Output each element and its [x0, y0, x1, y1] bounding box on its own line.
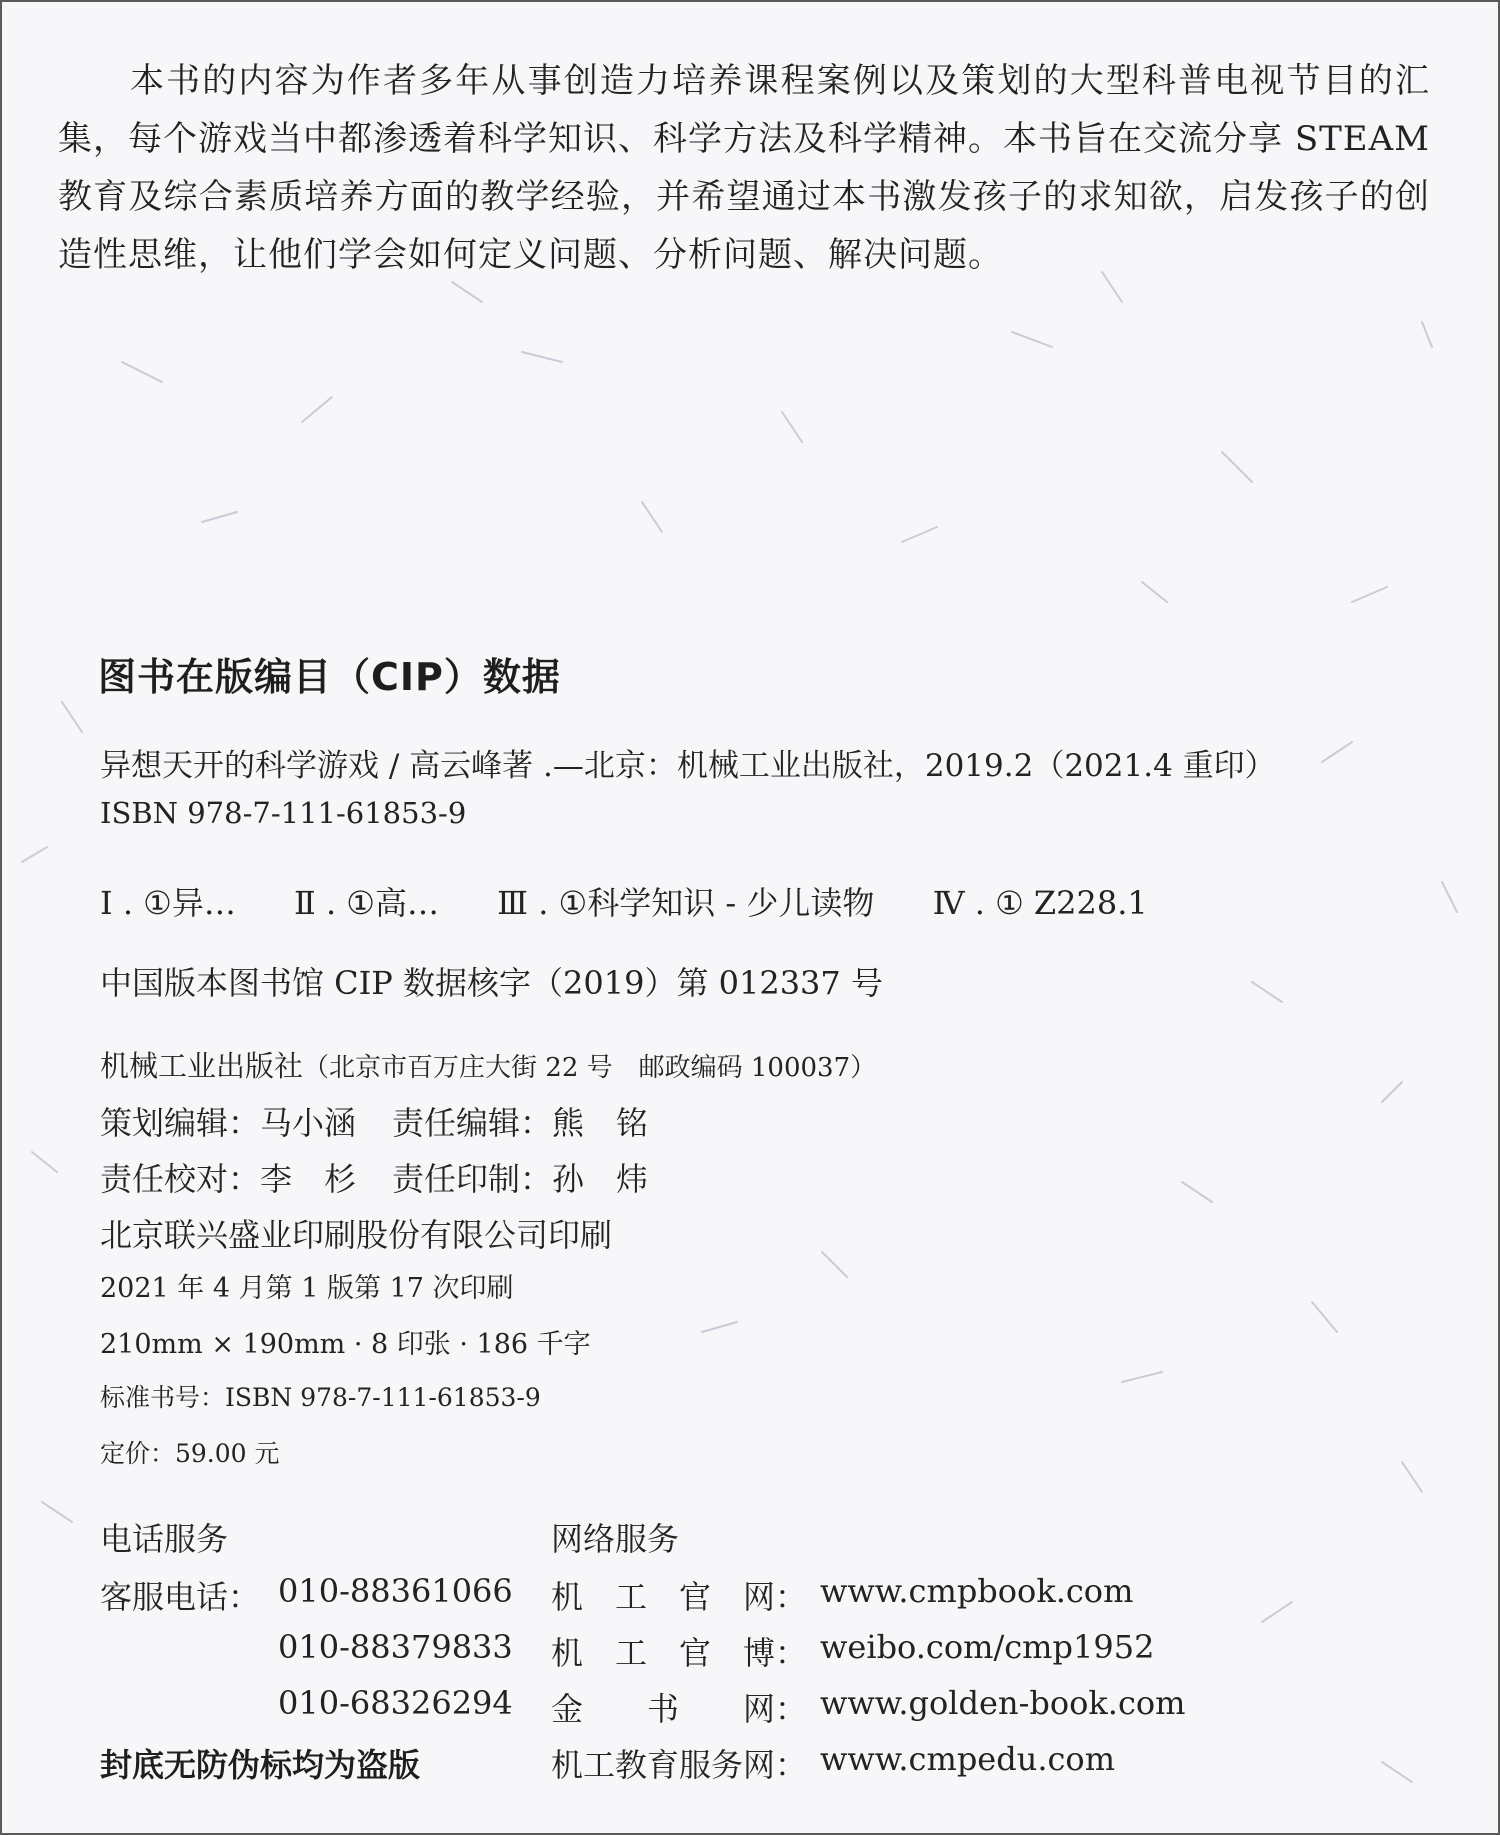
network-url: weibo.com/cmp1952 [820, 1628, 1155, 1666]
classification-item: Ⅰ . ①异… [100, 884, 236, 922]
phone-label: 客服电话： [100, 1578, 261, 1616]
cip-heading: 图书在版编目（CIP）数据 [98, 655, 561, 699]
intro-text: 本书的内容为作者多年从事创造力培养课程案例以及策划的大型科普电视节目的汇集，每个游戏当中都渗透着科学知识、科学方法及科学精神。本书旨在交流分享 STEAM 教育及综合素质培养方面的教学经验，并希望通过本书激发孩子的求知欲，启发孩子的创造性思维，让他们学会如何定义问题、分析问题、解决问题。 [58, 61, 1430, 275]
network-service-heading: 网络服务 [551, 1520, 680, 1558]
cip-isbn-line: ISBN 978-7-111-61853-9 [100, 796, 467, 830]
phone-number: 010-88361066 [278, 1572, 513, 1610]
network-label-official-weibo: 机 工 官 博： [551, 1634, 807, 1672]
phone-number: 010-88379833 [278, 1628, 513, 1666]
classification-item: Ⅱ . ①高… [294, 884, 439, 922]
price-line: 定价：59.00 元 [100, 1439, 280, 1468]
publisher-address: （北京市百万庄大街 22 号 邮政编码 100037） [303, 1053, 877, 1083]
classification-item: Ⅲ . ①科学知识 - 少儿读物 [497, 884, 875, 922]
cip-classification-line [100, 878, 1196, 924]
phone-service-heading: 电话服务 [100, 1520, 229, 1558]
format-line: 210mm × 190mm · 8 印张 · 186 千字 [100, 1329, 591, 1360]
proofreader: 责任校对：李 杉 [100, 1160, 357, 1198]
edition-line: 2021 年 4 月第 1 版第 17 次印刷 [100, 1273, 514, 1304]
planning-editor: 策划编辑：马小涵 [100, 1104, 357, 1142]
cip-bibliographic-line: 异想天开的科学游戏 / 高云峰著 .—北京：机械工业出版社，2019.2（2021.4 重印） [100, 748, 1276, 784]
network-label-official-site: 机 工 官 网： [551, 1578, 807, 1616]
editors-line [100, 1098, 648, 1144]
publisher-name: 机械工业出版社 [100, 1049, 304, 1083]
network-label-education: 机工教育服务网： [551, 1746, 808, 1784]
responsible-editor: 责任编辑：熊 铭 [392, 1104, 649, 1142]
publisher-line [100, 1044, 876, 1085]
intro-paragraph [58, 52, 1430, 284]
proofreading-line [100, 1154, 648, 1200]
print-supervisor: 责任印制：孙 炜 [392, 1160, 649, 1198]
classification-item: Ⅳ . ① Z228.1 [932, 884, 1148, 922]
standard-number-line: 标准书号：ISBN 978-7-111-61853-9 [100, 1383, 541, 1412]
network-label-golden-book: 金 书 网： [551, 1690, 807, 1728]
network-url: www.cmpbook.com [820, 1572, 1134, 1610]
cip-number-line: 中国版本图书馆 CIP 数据核字（2019）第 012337 号 [100, 964, 883, 1002]
network-url: www.golden-book.com [820, 1684, 1186, 1722]
phone-number: 010-68326294 [278, 1684, 513, 1722]
network-url: www.cmpedu.com [820, 1740, 1116, 1778]
printer-line: 北京联兴盛业印刷股份有限公司印刷 [100, 1216, 613, 1254]
anti-piracy-notice: 封底无防伪标均为盗版 [100, 1746, 421, 1784]
